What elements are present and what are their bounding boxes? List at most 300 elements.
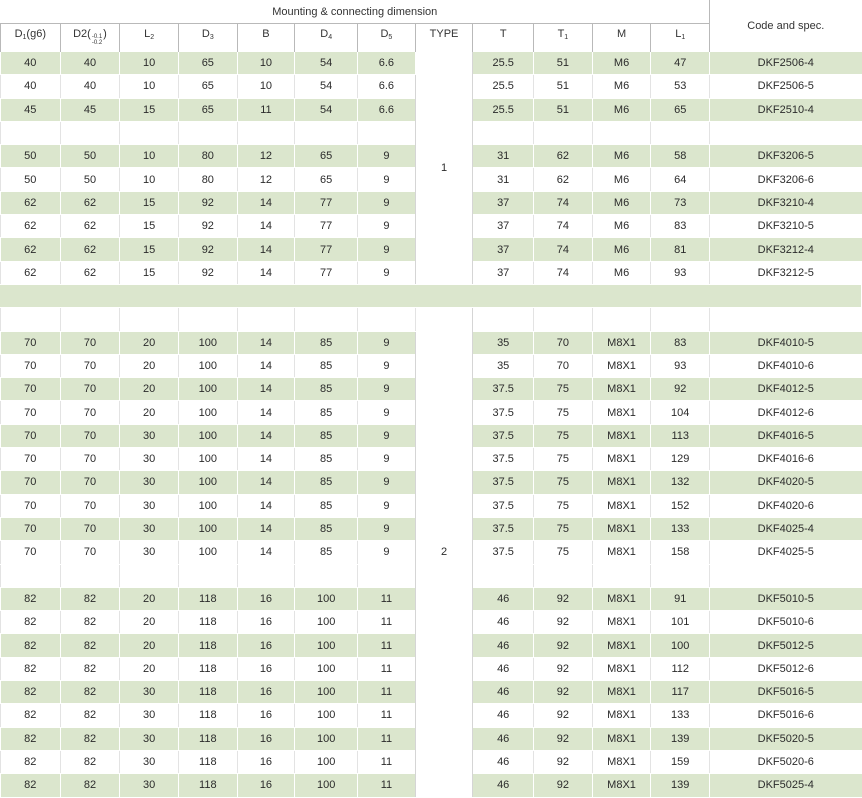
cell-d5: 9	[358, 354, 416, 377]
cell-code: DKF4012-5	[710, 378, 862, 401]
cell-d5: 9	[358, 261, 416, 284]
cell-d2: 45	[60, 98, 120, 121]
cell-d5: 9	[358, 517, 416, 540]
cell-l1: 159	[651, 750, 710, 773]
cell-t: 31	[473, 145, 534, 168]
cell-l1: 64	[651, 168, 710, 191]
cell-d4: 85	[295, 448, 358, 471]
column-header-d3	[178, 24, 237, 53]
cell-d3: 80	[178, 145, 237, 168]
cell-d3: 118	[178, 750, 237, 773]
cell-t: 35	[473, 354, 534, 377]
cell-m: M8X1	[592, 634, 651, 657]
cell-d1: 50	[0, 145, 60, 168]
cell-t: 37	[473, 261, 534, 284]
cell-l1: 139	[651, 774, 710, 797]
cell-l2: 20	[120, 611, 179, 634]
cell-l2: 30	[120, 448, 179, 471]
cell-d4: 85	[295, 517, 358, 540]
cell-b: 12	[237, 145, 295, 168]
cell-t1: 92	[534, 634, 593, 657]
cell-code: DKF3210-4	[710, 191, 862, 214]
cell-d5: 6.6	[358, 75, 416, 98]
cell-d5	[358, 121, 416, 144]
cell-d5: 11	[358, 634, 416, 657]
cell-code: DKF3206-5	[710, 145, 862, 168]
cell-l1: 81	[651, 238, 710, 261]
cell-d3: 100	[178, 424, 237, 447]
cell-m: M6	[592, 52, 651, 75]
cell-l2: 30	[120, 681, 179, 704]
cell-d3: 100	[178, 541, 237, 564]
cell-d3: 65	[178, 75, 237, 98]
column-header-m	[592, 24, 651, 53]
cell-l1: 83	[651, 215, 710, 238]
cell-l2: 20	[120, 401, 179, 424]
cell-t: 25.5	[473, 52, 534, 75]
cell-code: DKF4010-5	[710, 331, 862, 354]
cell-d2: 70	[60, 448, 120, 471]
cell-d1: 70	[0, 541, 60, 564]
cell-l2: 15	[120, 238, 179, 261]
cell-l1: 158	[651, 541, 710, 564]
cell-l2: 30	[120, 424, 179, 447]
cell-l2: 20	[120, 657, 179, 680]
cell-m: M8X1	[592, 471, 651, 494]
cell-b: 14	[237, 261, 295, 284]
cell-t: 37	[473, 215, 534, 238]
cell-d2: 82	[60, 587, 120, 610]
cell-d5: 9	[358, 378, 416, 401]
cell-d2: 50	[60, 168, 120, 191]
cell-b: 14	[237, 331, 295, 354]
cell-d2: 50	[60, 145, 120, 168]
cell-t: 37.5	[473, 424, 534, 447]
cell-code	[710, 564, 862, 587]
cell-d2: 70	[60, 401, 120, 424]
cell-m: M8X1	[592, 331, 651, 354]
cell-t: 37.5	[473, 448, 534, 471]
cell-l2: 15	[120, 215, 179, 238]
cell-d3: 100	[178, 471, 237, 494]
cell-d1: 70	[0, 424, 60, 447]
cell-t: 37.5	[473, 494, 534, 517]
cell-l1: 91	[651, 587, 710, 610]
cell-d4: 54	[295, 52, 358, 75]
cell-t1	[534, 308, 593, 331]
cell-d4: 85	[295, 424, 358, 447]
column-header-l2	[120, 24, 179, 53]
cell-b: 14	[237, 471, 295, 494]
cell-b: 14	[237, 494, 295, 517]
cell-d4: 85	[295, 378, 358, 401]
cell-code: DKF3212-5	[710, 261, 862, 284]
cell-t1: 75	[534, 541, 593, 564]
cell-l1: 129	[651, 448, 710, 471]
cell-d5: 11	[358, 587, 416, 610]
cell-d3: 65	[178, 98, 237, 121]
column-header-label: T	[500, 28, 507, 40]
cell-d2	[60, 564, 120, 587]
cell-d4: 100	[295, 681, 358, 704]
cell-b: 10	[237, 52, 295, 75]
cell-d4: 65	[295, 168, 358, 191]
column-header-subscript: 1	[564, 34, 568, 41]
cell-m: M6	[592, 191, 651, 214]
cell-l2: 30	[120, 517, 179, 540]
cell-m: M8X1	[592, 704, 651, 727]
cell-code: DKF5010-6	[710, 611, 862, 634]
cell-d3: 100	[178, 331, 237, 354]
cell-code: DKF4020-6	[710, 494, 862, 517]
cell-d4: 65	[295, 145, 358, 168]
cell-b: 12	[237, 168, 295, 191]
cell-code: DKF2506-5	[710, 75, 862, 98]
cell-d5: 9	[358, 541, 416, 564]
cell-t1: 75	[534, 471, 593, 494]
cell-d5	[358, 564, 416, 587]
cell-d5: 6.6	[358, 52, 416, 75]
cell-t: 46	[473, 634, 534, 657]
cell-d1: 62	[0, 261, 60, 284]
cell-l1: 101	[651, 611, 710, 634]
column-header-label: B	[262, 28, 269, 40]
cell-l2: 15	[120, 98, 179, 121]
cell-l2: 30	[120, 727, 179, 750]
cell-l2: 30	[120, 494, 179, 517]
cell-t1	[534, 564, 593, 587]
cell-b: 16	[237, 634, 295, 657]
cell-d4: 100	[295, 727, 358, 750]
cell-d1: 70	[0, 331, 60, 354]
cell-code: DKF4025-5	[710, 541, 862, 564]
cell-d2: 62	[60, 261, 120, 284]
column-header-subscript: 1	[681, 34, 685, 41]
cell-d4: 85	[295, 471, 358, 494]
section-gap-row	[0, 284, 862, 307]
cell-d1: 62	[0, 215, 60, 238]
cell-code: DKF4012-6	[710, 401, 862, 424]
cell-d1: 62	[0, 238, 60, 261]
cell-b: 14	[237, 378, 295, 401]
column-header-label: T	[558, 28, 565, 40]
cell-l2: 20	[120, 587, 179, 610]
cell-m: M6	[592, 238, 651, 261]
type-cell: 2	[415, 308, 473, 797]
cell-t1: 75	[534, 378, 593, 401]
cell-m: M6	[592, 145, 651, 168]
cell-l1: 133	[651, 517, 710, 540]
cell-d1: 70	[0, 517, 60, 540]
cell-l2: 30	[120, 471, 179, 494]
type-cell: 1	[415, 52, 473, 284]
cell-l2: 15	[120, 191, 179, 214]
cell-b: 14	[237, 401, 295, 424]
cell-d5: 11	[358, 727, 416, 750]
cell-d3: 118	[178, 681, 237, 704]
cell-m	[592, 121, 651, 144]
cell-t: 25.5	[473, 98, 534, 121]
cell-d5: 9	[358, 471, 416, 494]
cell-d2	[60, 121, 120, 144]
column-header-d5	[358, 24, 416, 53]
cell-l1: 100	[651, 634, 710, 657]
cell-b	[237, 564, 295, 587]
cell-t: 46	[473, 704, 534, 727]
cell-l2: 20	[120, 331, 179, 354]
cell-l1: 93	[651, 354, 710, 377]
cell-l1: 53	[651, 75, 710, 98]
cell-b: 10	[237, 75, 295, 98]
column-header-label: D	[202, 28, 210, 40]
cell-code: DKF4020-5	[710, 471, 862, 494]
cell-t: 46	[473, 681, 534, 704]
cell-d3: 118	[178, 774, 237, 797]
column-header-label: D2	[73, 28, 87, 40]
tolerance-fraction	[92, 34, 102, 46]
cell-d3: 100	[178, 378, 237, 401]
cell-l1	[651, 308, 710, 331]
cell-t: 37	[473, 238, 534, 261]
cell-b: 16	[237, 704, 295, 727]
cell-d5: 11	[358, 774, 416, 797]
cell-d2: 70	[60, 517, 120, 540]
cell-code: DKF2510-4	[710, 98, 862, 121]
cell-t: 46	[473, 727, 534, 750]
cell-b: 16	[237, 727, 295, 750]
blank-row	[0, 308, 862, 331]
cell-d5: 9	[358, 331, 416, 354]
cell-d1: 82	[0, 750, 60, 773]
cell-code: DKF5012-5	[710, 634, 862, 657]
cell-t: 37.5	[473, 378, 534, 401]
cell-d4: 77	[295, 215, 358, 238]
cell-l1: 133	[651, 704, 710, 727]
cell-m: M6	[592, 75, 651, 98]
cell-m: M8X1	[592, 378, 651, 401]
cell-m: M6	[592, 168, 651, 191]
column-header-subscript: 4	[328, 34, 332, 41]
cell-d5: 9	[358, 145, 416, 168]
cell-d4: 100	[295, 611, 358, 634]
cell-code: DKF5010-5	[710, 587, 862, 610]
cell-m: M8X1	[592, 494, 651, 517]
cell-t: 37.5	[473, 517, 534, 540]
cell-t: 46	[473, 750, 534, 773]
cell-d4: 85	[295, 331, 358, 354]
cell-t: 46	[473, 611, 534, 634]
cell-d1: 70	[0, 401, 60, 424]
cell-d2: 62	[60, 191, 120, 214]
cell-m: M6	[592, 98, 651, 121]
column-header-t	[473, 24, 534, 53]
cell-b: 14	[237, 238, 295, 261]
cell-d3: 118	[178, 587, 237, 610]
cell-d3	[178, 121, 237, 144]
cell-m: M8X1	[592, 424, 651, 447]
cell-code: DKF5025-4	[710, 774, 862, 797]
cell-d2: 62	[60, 238, 120, 261]
cell-t1: 74	[534, 261, 593, 284]
cell-t: 37	[473, 191, 534, 214]
cell-d3: 118	[178, 704, 237, 727]
cell-d5: 9	[358, 448, 416, 471]
cell-code: DKF3206-6	[710, 168, 862, 191]
cell-t: 46	[473, 657, 534, 680]
cell-d5: 9	[358, 168, 416, 191]
cell-d4: 100	[295, 587, 358, 610]
cell-b: 14	[237, 215, 295, 238]
cell-d4	[295, 308, 358, 331]
cell-d1: 50	[0, 168, 60, 191]
cell-l1: 47	[651, 52, 710, 75]
column-header-t1	[534, 24, 593, 53]
cell-code: DKF2506-4	[710, 52, 862, 75]
cell-d2: 70	[60, 541, 120, 564]
cell-t1: 75	[534, 448, 593, 471]
cell-t: 37.5	[473, 541, 534, 564]
cell-d1: 45	[0, 98, 60, 121]
cell-d4	[295, 564, 358, 587]
cell-d1: 82	[0, 681, 60, 704]
cell-d3: 100	[178, 448, 237, 471]
column-header-type	[415, 24, 473, 53]
cell-t1: 75	[534, 424, 593, 447]
cell-l2: 10	[120, 52, 179, 75]
column-header-subscript: 1	[23, 34, 27, 41]
cell-l1: 73	[651, 191, 710, 214]
cell-d4: 77	[295, 191, 358, 214]
cell-t: 37.5	[473, 401, 534, 424]
cell-t	[473, 308, 534, 331]
cell-m: M8X1	[592, 587, 651, 610]
cell-l1	[651, 564, 710, 587]
cell-b: 16	[237, 750, 295, 773]
cell-d3: 92	[178, 238, 237, 261]
cell-m: M8X1	[592, 517, 651, 540]
cell-t	[473, 121, 534, 144]
column-header-subscript: 3	[210, 34, 214, 41]
cell-l1: 132	[651, 471, 710, 494]
cell-t1: 51	[534, 52, 593, 75]
cell-d5: 11	[358, 611, 416, 634]
cell-d3	[178, 308, 237, 331]
cell-d2: 40	[60, 52, 120, 75]
cell-d2: 82	[60, 774, 120, 797]
cell-d4: 85	[295, 401, 358, 424]
cell-d5: 9	[358, 191, 416, 214]
cell-m: M8X1	[592, 401, 651, 424]
cell-m: M8X1	[592, 681, 651, 704]
cell-d4: 54	[295, 98, 358, 121]
cell-d3: 92	[178, 191, 237, 214]
cell-d5: 6.6	[358, 98, 416, 121]
cell-l1: 93	[651, 261, 710, 284]
cell-d5: 9	[358, 238, 416, 261]
cell-d4: 100	[295, 774, 358, 797]
cell-d2: 82	[60, 681, 120, 704]
cell-m: M8X1	[592, 541, 651, 564]
cell-d4	[295, 121, 358, 144]
cell-d5: 11	[358, 750, 416, 773]
cell-d2: 82	[60, 634, 120, 657]
cell-code: DKF3210-5	[710, 215, 862, 238]
cell-d1	[0, 308, 60, 331]
cell-t1: 51	[534, 98, 593, 121]
cell-t1: 74	[534, 238, 593, 261]
column-header-label: M	[617, 28, 626, 40]
cell-t1: 92	[534, 657, 593, 680]
cell-d2: 70	[60, 471, 120, 494]
cell-d2: 70	[60, 494, 120, 517]
cell-d4: 77	[295, 238, 358, 261]
cell-code: DKF5012-6	[710, 657, 862, 680]
cell-l2: 20	[120, 354, 179, 377]
cell-t1: 92	[534, 727, 593, 750]
cell-d2: 82	[60, 657, 120, 680]
cell-b: 11	[237, 98, 295, 121]
cell-t1	[534, 121, 593, 144]
cell-l2	[120, 121, 179, 144]
cell-d1	[0, 121, 60, 144]
cell-d1: 82	[0, 634, 60, 657]
cell-t1: 74	[534, 191, 593, 214]
cell-d2: 70	[60, 424, 120, 447]
cell-t1: 92	[534, 587, 593, 610]
cell-code	[710, 308, 862, 331]
cell-code: DKF4016-6	[710, 448, 862, 471]
column-header-subscript: 2	[150, 34, 154, 41]
column-header-label: L	[144, 28, 150, 40]
column-header-d4	[295, 24, 358, 53]
cell-t: 46	[473, 774, 534, 797]
cell-l2: 10	[120, 145, 179, 168]
cell-t1: 51	[534, 75, 593, 98]
cell-d1: 82	[0, 727, 60, 750]
cell-t: 25.5	[473, 75, 534, 98]
cell-b: 14	[237, 191, 295, 214]
cell-d5: 11	[358, 704, 416, 727]
cell-l1: 58	[651, 145, 710, 168]
column-header-label: D	[320, 28, 328, 40]
cell-d1: 82	[0, 704, 60, 727]
cell-t1: 62	[534, 168, 593, 191]
cell-d4: 77	[295, 261, 358, 284]
cell-d5: 9	[358, 215, 416, 238]
cell-l1: 113	[651, 424, 710, 447]
cell-b: 14	[237, 354, 295, 377]
cell-d1: 82	[0, 611, 60, 634]
cell-d5: 9	[358, 401, 416, 424]
cell-b: 14	[237, 448, 295, 471]
cell-t1: 74	[534, 215, 593, 238]
cell-code: DKF4016-5	[710, 424, 862, 447]
cell-d2: 82	[60, 611, 120, 634]
cell-code	[710, 121, 862, 144]
cell-d1: 70	[0, 494, 60, 517]
cell-t: 37.5	[473, 471, 534, 494]
cell-l1	[651, 121, 710, 144]
cell-d2: 82	[60, 727, 120, 750]
cell-l2: 15	[120, 261, 179, 284]
cell-m: M6	[592, 215, 651, 238]
cell-d2: 82	[60, 750, 120, 773]
cell-d4: 54	[295, 75, 358, 98]
cell-b: 16	[237, 774, 295, 797]
cell-d5	[358, 308, 416, 331]
cell-t1: 92	[534, 774, 593, 797]
cell-b: 16	[237, 657, 295, 680]
